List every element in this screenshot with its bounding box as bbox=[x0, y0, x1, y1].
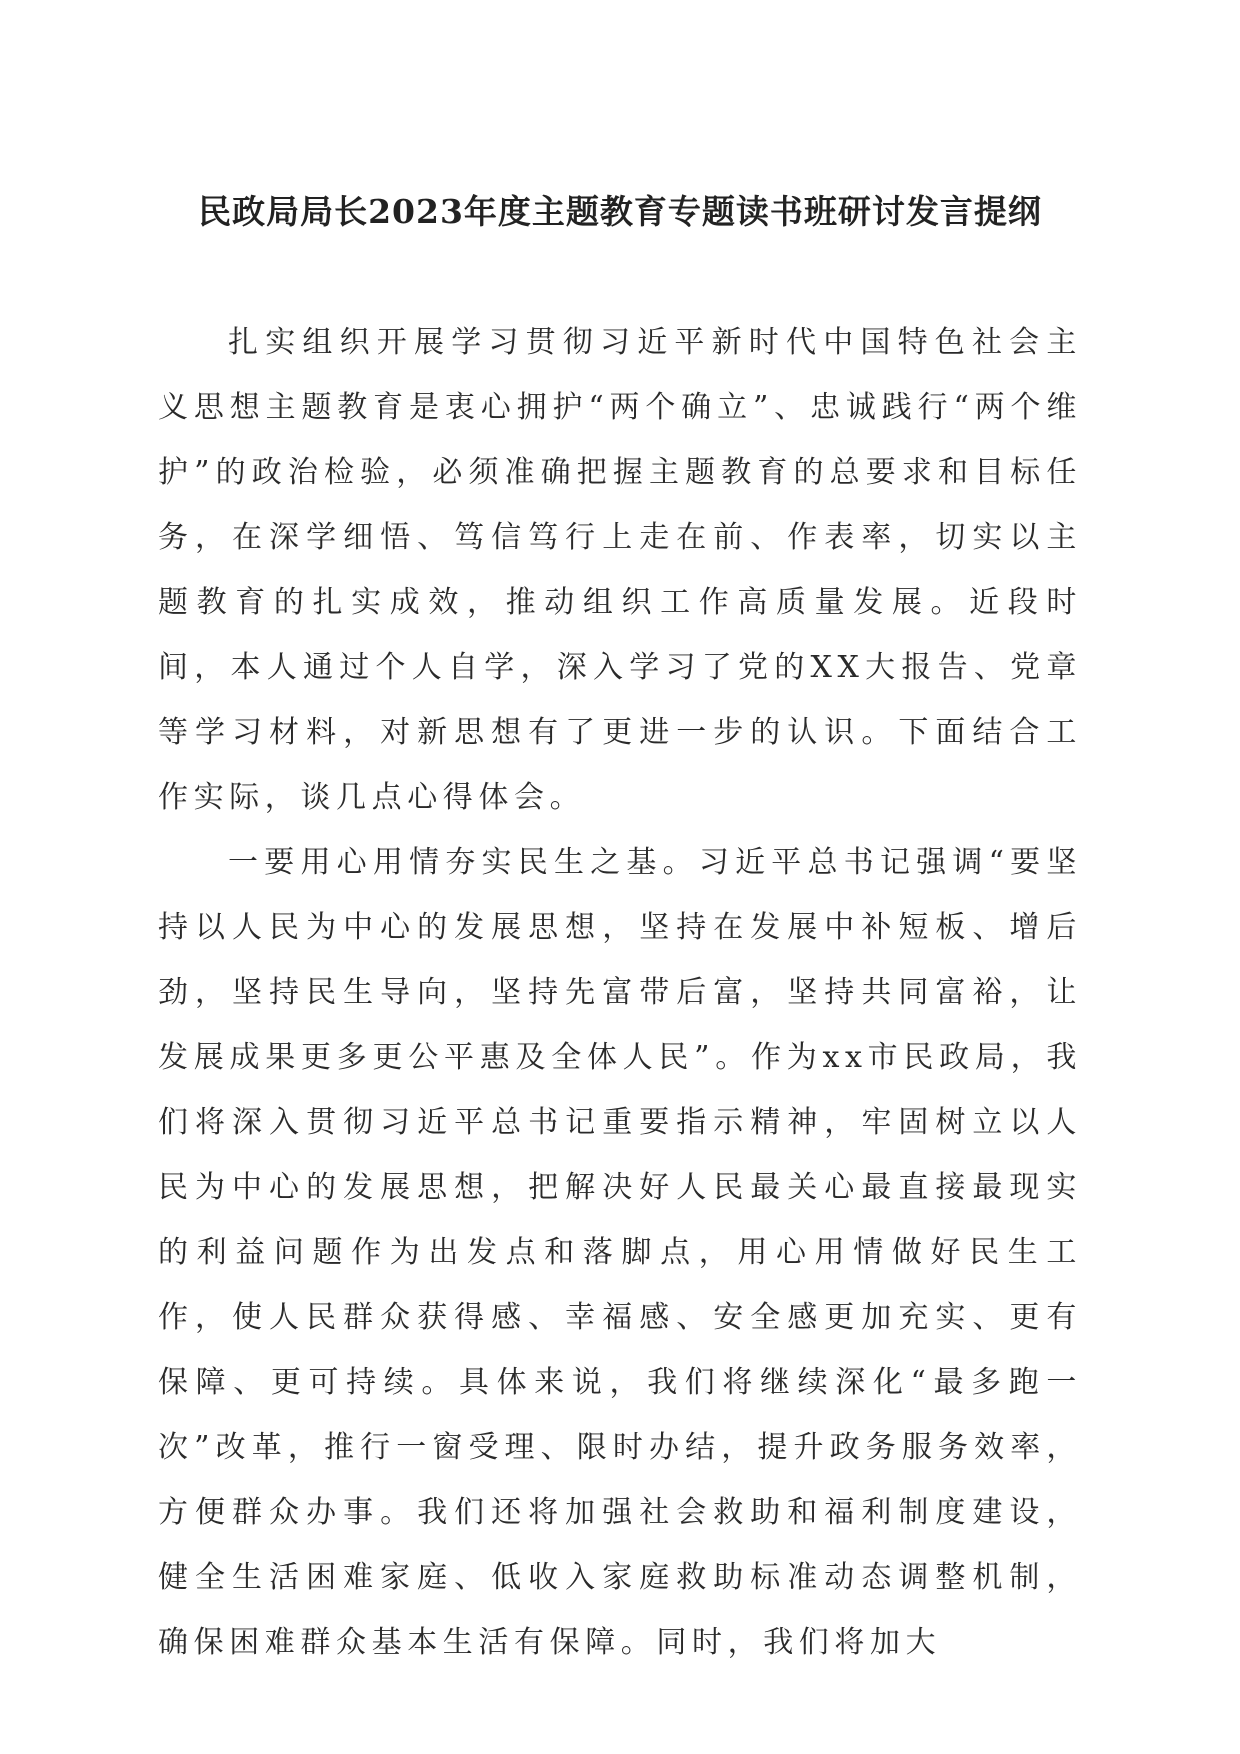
paragraph-point-one: 一要用心用情夯实民生之基。习近平总书记强调“要坚持以人民为中心的发展思想，坚持在发展中补短板、增后劲，坚持民生导向，坚持先富带后富，坚持共同富裕，让发展成果更多更公平惠及全体人民”。作为xx市民政局，我们将深入贯彻习近平总书记重要指示精神，牢固树立以人民为中心的发展思想，把解决好人民最关心最直接最现实的利益问题作为出发点和落脚点，用心用情做好民生工作，使人民群众获得感、幸福感、安全感更加充实、更有保障、更可持续。具体来说，我们将继续深化“最多跑一次”改革，推行一窗受理、限时办结，提升政务服务效率，方便群众办事。我们还将加强社会救助和福利制度建设，健全生活困难家庭、低收入家庭救助标准动态调整机制，确保困难群众基本生活有保障。同时，我们将加大 bbox=[158, 845, 1082, 1660]
paragraph-intro: 扎实组织开展学习贯彻习近平新时代中国特色社会主义思想主题教育是衷心拥护“两个确立”、忠诚践行“两个维护”的政治检验，必须准确把握主题教育的总要求和目标任务，在深学细悟、笃信笃行上走在前、作表率，切实以主题教育的扎实成效，推动组织工作高质量发展。近段时间，本人通过个人自学，深入学习了党的XX大报告、党章等学习材料，对新思想有了更进一步的认识。下面结合工作实际，谈几点心得体会。 bbox=[158, 325, 1082, 815]
document-title: 民政局局长2023年度主题教育专题读书班研讨发言提纲 bbox=[198, 192, 1042, 231]
document-body bbox=[158, 310, 1082, 1675]
